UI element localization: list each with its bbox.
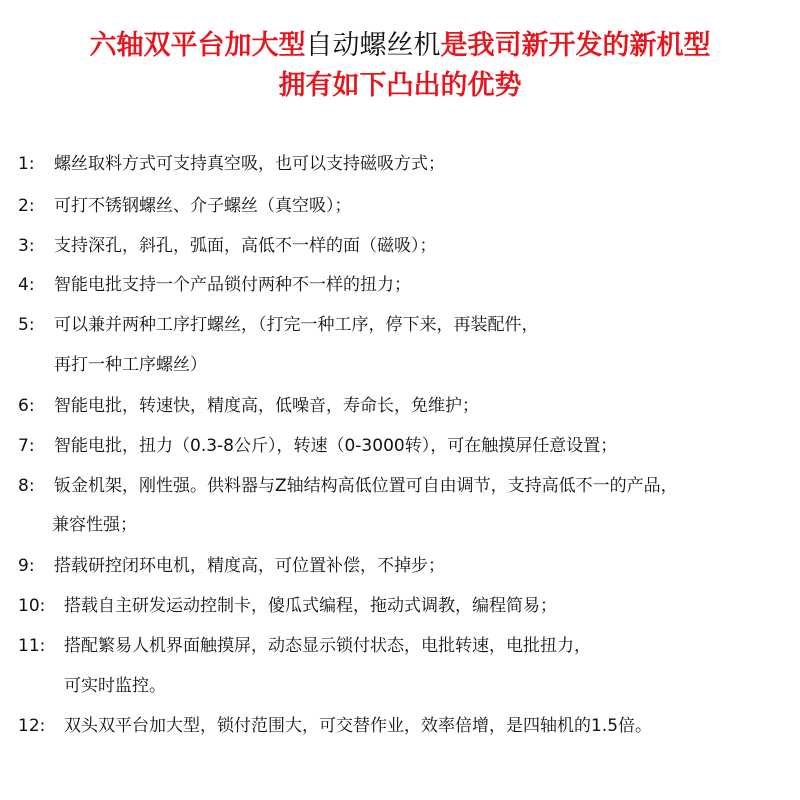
feature-text-continued: 可实时监控。	[64, 676, 166, 696]
feature-text: 可打不锈钢螺丝、介子螺丝（真空吸）；	[54, 196, 352, 216]
feature-number: 7:	[18, 436, 35, 456]
headline-line-1	[0, 28, 800, 64]
feature-text: 钣金机架，刚性强。供料器与Z轴结构高低位置可自由调节，支持高低不一的产品，	[54, 476, 678, 496]
feature-number: 12:	[18, 716, 46, 736]
feature-text: 智能电批支持一个产品锁付两种不一样的扭力；	[54, 275, 411, 295]
feature-number: 11:	[18, 636, 46, 656]
feature-text-continued: 再打一种工序螺丝）	[54, 355, 207, 375]
feature-number: 3:	[18, 236, 35, 256]
feature-text-continued: 兼容性强；	[52, 515, 137, 535]
feature-number: 9:	[18, 556, 35, 576]
feature-text: 螺丝取料方式可支持真空吸，也可以支持磁吸方式；	[54, 154, 445, 174]
feature-number: 10:	[18, 596, 46, 616]
feature-text: 搭载研控闭环电机，精度高，可位置补偿，不掉步；	[54, 556, 445, 576]
feature-text: 双头双平台加大型，锁付范围大，可交替作业，效率倍增，是四轴机的1.5倍。	[64, 716, 653, 736]
feature-number: 1:	[18, 154, 35, 174]
feature-text: 搭配繁易人机界面触摸屏，动态显示锁付状态，电批转速，电批扭力，	[64, 636, 591, 656]
feature-text: 智能电批，扭力（0.3-8公斤），转速（0-3000转），可在触摸屏任意设置；	[54, 436, 618, 456]
feature-text: 智能电批，转速快，精度高，低噪音，寿命长，免维护；	[54, 396, 479, 416]
feature-text: 搭载自主研发运动控制卡，傻瓜式编程，拖动式调教，编程简易；	[64, 596, 557, 616]
feature-number: 6:	[18, 396, 35, 416]
headline-product-name: 自动螺丝机	[305, 30, 441, 61]
feature-number: 4:	[18, 275, 35, 295]
feature-text: 可以兼并两种工序打螺丝，（打完一种工序，停下来，再装配件，	[54, 315, 539, 335]
feature-number: 8:	[18, 476, 35, 496]
headline-machine-type: 六轴双平台加大型	[89, 30, 306, 61]
headline-line-2: 拥有如下凸出的优势	[278, 70, 522, 101]
headline-new-model-note: 是我司新开发的新机型	[440, 30, 711, 61]
feature-text: 支持深孔，斜孔，弧面，高低不一样的面（磁吸）；	[54, 236, 437, 256]
feature-number: 2:	[18, 196, 35, 216]
feature-number: 5:	[18, 315, 35, 335]
